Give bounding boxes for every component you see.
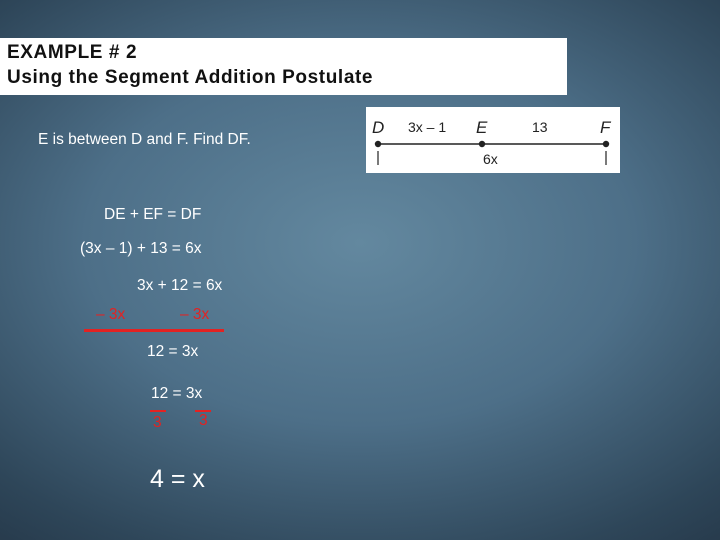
slide-subtitle: Using the Segment Addition Postulate bbox=[7, 67, 374, 88]
slide-title: EXAMPLE # 2 bbox=[7, 42, 138, 63]
subtract-left: – 3x bbox=[96, 306, 126, 323]
division-bar-left bbox=[150, 410, 166, 412]
segment-diagram bbox=[366, 107, 620, 173]
subtract-right: – 3x bbox=[180, 306, 210, 323]
problem-statement: E is between D and F. Find DF. bbox=[38, 131, 251, 148]
answer: 4 = x bbox=[150, 465, 205, 493]
point-d-dot bbox=[375, 141, 381, 147]
subtraction-rule bbox=[84, 329, 224, 332]
equation-step-5: 12 = 3x bbox=[151, 385, 203, 402]
point-d-label: D bbox=[372, 118, 385, 137]
equation-step-1: DE + EF = DF bbox=[104, 206, 202, 223]
segment-ef-length: 13 bbox=[532, 119, 548, 135]
point-f-label: F bbox=[600, 118, 611, 137]
divisor-left: 3 bbox=[153, 414, 162, 431]
point-e-label: E bbox=[476, 118, 488, 137]
equation-step-3: 3x + 12 = 6x bbox=[137, 277, 223, 294]
slide-title-banner bbox=[0, 38, 567, 95]
segment-figure bbox=[366, 107, 620, 173]
equation-step-2: (3x – 1) + 13 = 6x bbox=[80, 240, 202, 257]
segment-df-length: 6x bbox=[483, 151, 498, 167]
equation-step-4: 12 = 3x bbox=[147, 343, 199, 360]
point-f-dot bbox=[603, 141, 609, 147]
divisor-right: 3 bbox=[199, 412, 208, 429]
segment-de-length: 3x – 1 bbox=[408, 119, 447, 135]
point-e-dot bbox=[479, 141, 485, 147]
